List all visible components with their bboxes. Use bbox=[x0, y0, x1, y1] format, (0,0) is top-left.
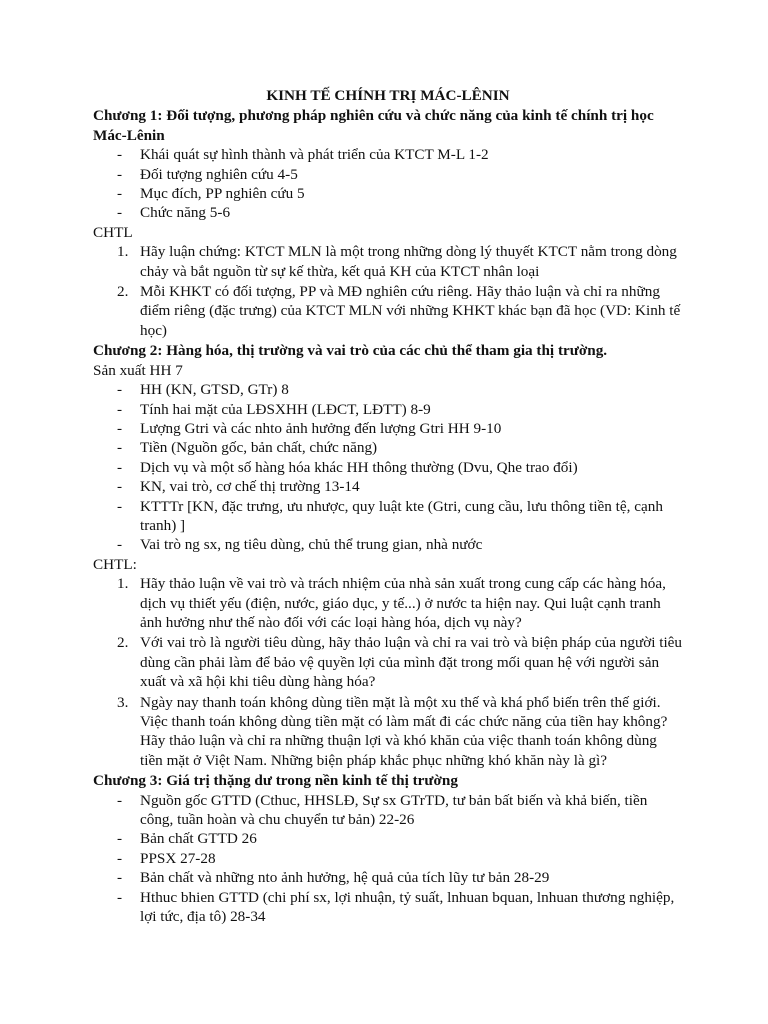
question-item bbox=[93, 242, 683, 281]
chapter-2-heading: Chương 2: Hàng hóa, thị trường và vai trò của các chủ thể tham gia thị trường. bbox=[93, 342, 608, 360]
question-item bbox=[93, 574, 683, 632]
list-item: - Lượng Gtri và các nhto ảnh hưởng đến lượng Gtri HH 9-10 bbox=[93, 419, 683, 438]
list-item: - HH (KN, GTSD, GTr) 8 bbox=[93, 380, 683, 399]
chapter-3-topics bbox=[93, 791, 683, 927]
question-number: 2. bbox=[117, 634, 129, 652]
list-item: - Bản chất và những nto ảnh hưởng, hệ quả của tích lũy tư bản 28-29 bbox=[93, 868, 683, 887]
document-content bbox=[93, 86, 683, 926]
list-item: - Tính hai mặt của LĐSXHH (LĐCT, LĐTT) 8-9 bbox=[93, 400, 683, 419]
question-item bbox=[93, 282, 683, 340]
question-number: 3. bbox=[117, 693, 129, 711]
list-item: - Đối tượng nghiên cứu 4-5 bbox=[93, 165, 683, 184]
question-number: 2. bbox=[117, 283, 129, 301]
list-item: - Tiền (Nguồn gốc, bản chất, chức năng) bbox=[93, 438, 683, 457]
chapter-1-questions bbox=[93, 242, 683, 340]
question-text: Với vai trò là người tiêu dùng, hãy thảo luận và chỉ ra vai trò và biện pháp của người tiêu dùng cần phải làm để bảo vệ quyền lợi của mình đặt trong mối quan hệ với người sản xuất và xã hội khi tiêu dùng hàng hóa? bbox=[140, 634, 683, 691]
chapter-1-chtl-label: CHTL bbox=[93, 223, 133, 241]
chapter-3-heading: Chương 3: Giá trị thặng dư trong nền kinh tế thị trường bbox=[93, 772, 458, 790]
list-item: - Dịch vụ và một số hàng hóa khác HH thông thường (Dvu, Qhe trao đổi) bbox=[93, 458, 683, 477]
document-title: KINH TẾ CHÍNH TRỊ MÁC-LÊNIN bbox=[266, 87, 510, 104]
list-item: - PPSX 27-28 bbox=[93, 849, 683, 868]
question-text: Ngày nay thanh toán không dùng tiền mặt là một xu thế và khá phổ biến trên thế giới. Việc thanh toán không dùng tiền mặt có làm mất đi các chức năng của tiền hay không? Hãy thảo luận và chỉ ra những thuận lợi và khó khăn của việc thanh toán không dùng tiền mặt ở Việt Nam. Những biện pháp khắc phục những khó khăn này là gì? bbox=[140, 693, 668, 769]
list-item: - Mục đích, PP nghiên cứu 5 bbox=[93, 184, 683, 203]
question-text: Hãy luận chứng: KTCT MLN là một trong những dòng lý thuyết KTCT nằm trong dòng chảy và bắt nguồn từ sự kế thừa, kết quả KH của KTCT nhân loại bbox=[140, 243, 677, 280]
question-item bbox=[93, 633, 683, 691]
question-number: 1. bbox=[117, 243, 129, 261]
list-item: - Khái quát sự hình thành và phát triển của KTCT M-L 1-2 bbox=[93, 145, 683, 164]
question-text: Hãy thảo luận về vai trò và trách nhiệm của nhà sản xuất trong cung cấp các hàng hóa, dịch vụ thiết yếu (điện, nước, giáo dục, y tế...) ở nước ta hiện nay. Qui luật cạnh tranh ảnh hưởng như thế nào đối với các loại hàng hóa, dịch vụ này? bbox=[140, 575, 666, 631]
chapter-1-heading: Chương 1: Đối tượng, phương pháp nghiên cứu và chức năng của kinh tế chính trị học Mác-Lênin bbox=[93, 107, 654, 144]
list-item: - Vai trò ng sx, ng tiêu dùng, chủ thể trung gian, nhà nước bbox=[93, 535, 683, 554]
list-item: - Chức năng 5-6 bbox=[93, 203, 683, 222]
list-item: - KN, vai trò, cơ chế thị trường 13-14 bbox=[93, 477, 683, 496]
list-item: - Hthuc bhien GTTD (chi phí sx, lợi nhuận, tỷ suất, lnhuan bquan, lnhuan thương nghiệp, lợi tức, địa tô) 28-34 bbox=[93, 888, 683, 927]
question-text: Mỗi KHKT có đối tượng, PP và MĐ nghiên cứu riêng. Hãy thảo luận và chỉ ra những điểm riêng (đặc trưng) của KTCT MLN với những KHKT khác bạn đã học (VD: Kinh tế học) bbox=[140, 283, 681, 339]
chapter-2-questions bbox=[93, 574, 683, 770]
chapter-2-topics bbox=[93, 380, 683, 555]
chapter-2-chtl-label: CHTL: bbox=[93, 555, 137, 573]
question-item bbox=[93, 693, 683, 771]
list-item: - KTTTr [KN, đặc trưng, ưu nhược, quy luật kte (Gtri, cung cầu, lưu thông tiền tệ, cạnh tranh) ] bbox=[93, 497, 683, 536]
question-number: 1. bbox=[117, 575, 129, 593]
chapter-2-subheading: Sản xuất HH 7 bbox=[93, 361, 183, 379]
list-item: - Bản chất GTTD 26 bbox=[93, 829, 683, 848]
list-item: - Nguồn gốc GTTD (Cthuc, HHSLĐ, Sự sx GTrTD, tư bản bất biến và khả biến, tiền công, tuần hoàn và chu chuyển tư bản) 22-26 bbox=[93, 791, 683, 830]
chapter-1-topics bbox=[93, 145, 683, 223]
